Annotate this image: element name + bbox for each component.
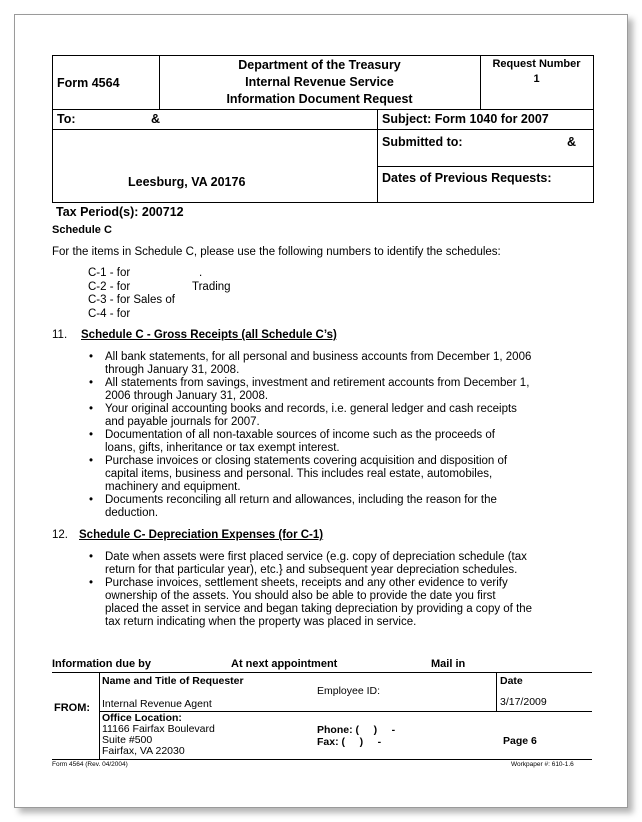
- list-item: [88, 280, 231, 295]
- workpaper-number: Workpaper #: 610-1.6: [511, 761, 574, 768]
- request-number-value: 1: [533, 73, 540, 85]
- mail-in: Mail in: [431, 658, 466, 670]
- submitted-ampersand: &: [567, 135, 577, 149]
- header-box: [52, 55, 594, 203]
- bullet-item: • Purchase invoices, settlement sheets, receipts and any other evidence to verify ownership of the assets. You should also be able to provide the date you first placed the asset in service and began taking depreciation by providing a copy of the tax return indicating when the property was placed in service.: [89, 577, 533, 628]
- tax-period: Tax Period(s): 200712: [56, 205, 184, 219]
- section-12-title: Schedule C- Depreciation Expenses (for C-1): [79, 529, 324, 541]
- bullet-item: • Date when assets were first placed service (e.g. copy of depreciation schedule (tax return for that particular year), etc.} and subsequent year depreciation schedules.: [89, 551, 527, 576]
- office-line-3: Fairfax, VA 22030: [102, 745, 185, 757]
- intro-text: For the items in Schedule C, please use the following numbers to identify the schedules:: [52, 246, 501, 258]
- dates-previous-requests: Dates of Previous Requests:: [382, 171, 552, 185]
- submitted-to-label: Submitted to:: [382, 135, 463, 149]
- department-title: [159, 56, 480, 108]
- requester-title: Internal Revenue Agent: [102, 698, 212, 710]
- fax-field: Fax: ( ) -: [317, 736, 382, 748]
- bullet-item: • Your original accounting books and records, i.e. general ledger and cash receipts and payable journals for 2007.: [89, 403, 517, 428]
- c-item-label: C-3 - for Sales of: [88, 294, 175, 306]
- office-line-1: 11166 Fairfax Boulevard: [102, 723, 215, 735]
- date-label: Date: [500, 675, 523, 687]
- request-number: [480, 57, 593, 87]
- section-12-number: 12.: [52, 529, 68, 541]
- form-revision: Form 4564 (Rev. 04/2004): [52, 761, 128, 768]
- from-label: FROM:: [54, 702, 91, 714]
- dept-line-1: Department of the Treasury: [238, 58, 401, 72]
- from-table: [52, 672, 592, 760]
- phone-field: Phone: ( ) -: [317, 724, 396, 736]
- employee-id-label: Employee ID:: [317, 685, 381, 697]
- schedule-title: Schedule C: [52, 224, 112, 236]
- list-item: [88, 308, 175, 322]
- office-location: [102, 713, 215, 757]
- request-number-label: Request Number: [492, 58, 581, 70]
- address: Leesburg, VA 20176: [128, 175, 246, 189]
- list-item: [88, 294, 175, 308]
- c-item-label: C-2 - for: [88, 280, 131, 293]
- date-value: 3/17/2009: [500, 696, 547, 708]
- bullet-item: • Purchase invoices or closing statements covering acquisition and disposition of capital items, business and personal. This includes real estate, automobiles, machinery and equipment.: [89, 455, 508, 493]
- dept-line-2: Internal Revenue Service: [245, 75, 394, 89]
- page-number: Page 6: [503, 735, 537, 747]
- section-11-number: 11.: [52, 329, 68, 341]
- document-page: [14, 14, 628, 808]
- contact-block: [317, 724, 395, 748]
- name-title-label: Name and Title of Requester: [102, 675, 244, 687]
- schedule-list: [88, 267, 231, 321]
- c-item-extra: Trading: [192, 280, 231, 293]
- list-item: [88, 267, 203, 281]
- office-location-label: Office Location:: [102, 712, 182, 724]
- info-due-label: Information due by: [52, 658, 151, 670]
- to-ampersand: &: [151, 112, 161, 126]
- section-11-title: Schedule C - Gross Receipts (all Schedule C’s): [81, 329, 337, 341]
- at-next-appointment: At next appointment: [231, 658, 338, 670]
- subject: Subject: Form 1040 for 2007: [382, 112, 549, 126]
- bullet-item: • All statements from savings, investment and retirement accounts from December 1, 2006 through January 31, 2008.: [89, 377, 530, 402]
- bullet-item: • Documents reconciling all return and allowances, including the reason for the deduction.: [89, 494, 497, 519]
- form-label: Form 4564: [57, 76, 120, 90]
- c-item-label: C-4 - for: [88, 307, 131, 320]
- c-item-label: C-1 - for: [88, 267, 131, 279]
- dept-line-3: Information Document Request: [226, 92, 413, 106]
- to-label: To:: [57, 112, 76, 126]
- bullet-item: • Documentation of all non-taxable sources of income such as the proceeds of loans, gifts, inheritance or tax exempt interest.: [89, 429, 495, 454]
- bullet-item: • All bank statements, for all personal and business accounts from December 1, 2006 through January 31, 2008.: [89, 351, 532, 376]
- c-item-extra: .: [199, 267, 203, 279]
- office-line-2: Suite #500: [102, 734, 153, 746]
